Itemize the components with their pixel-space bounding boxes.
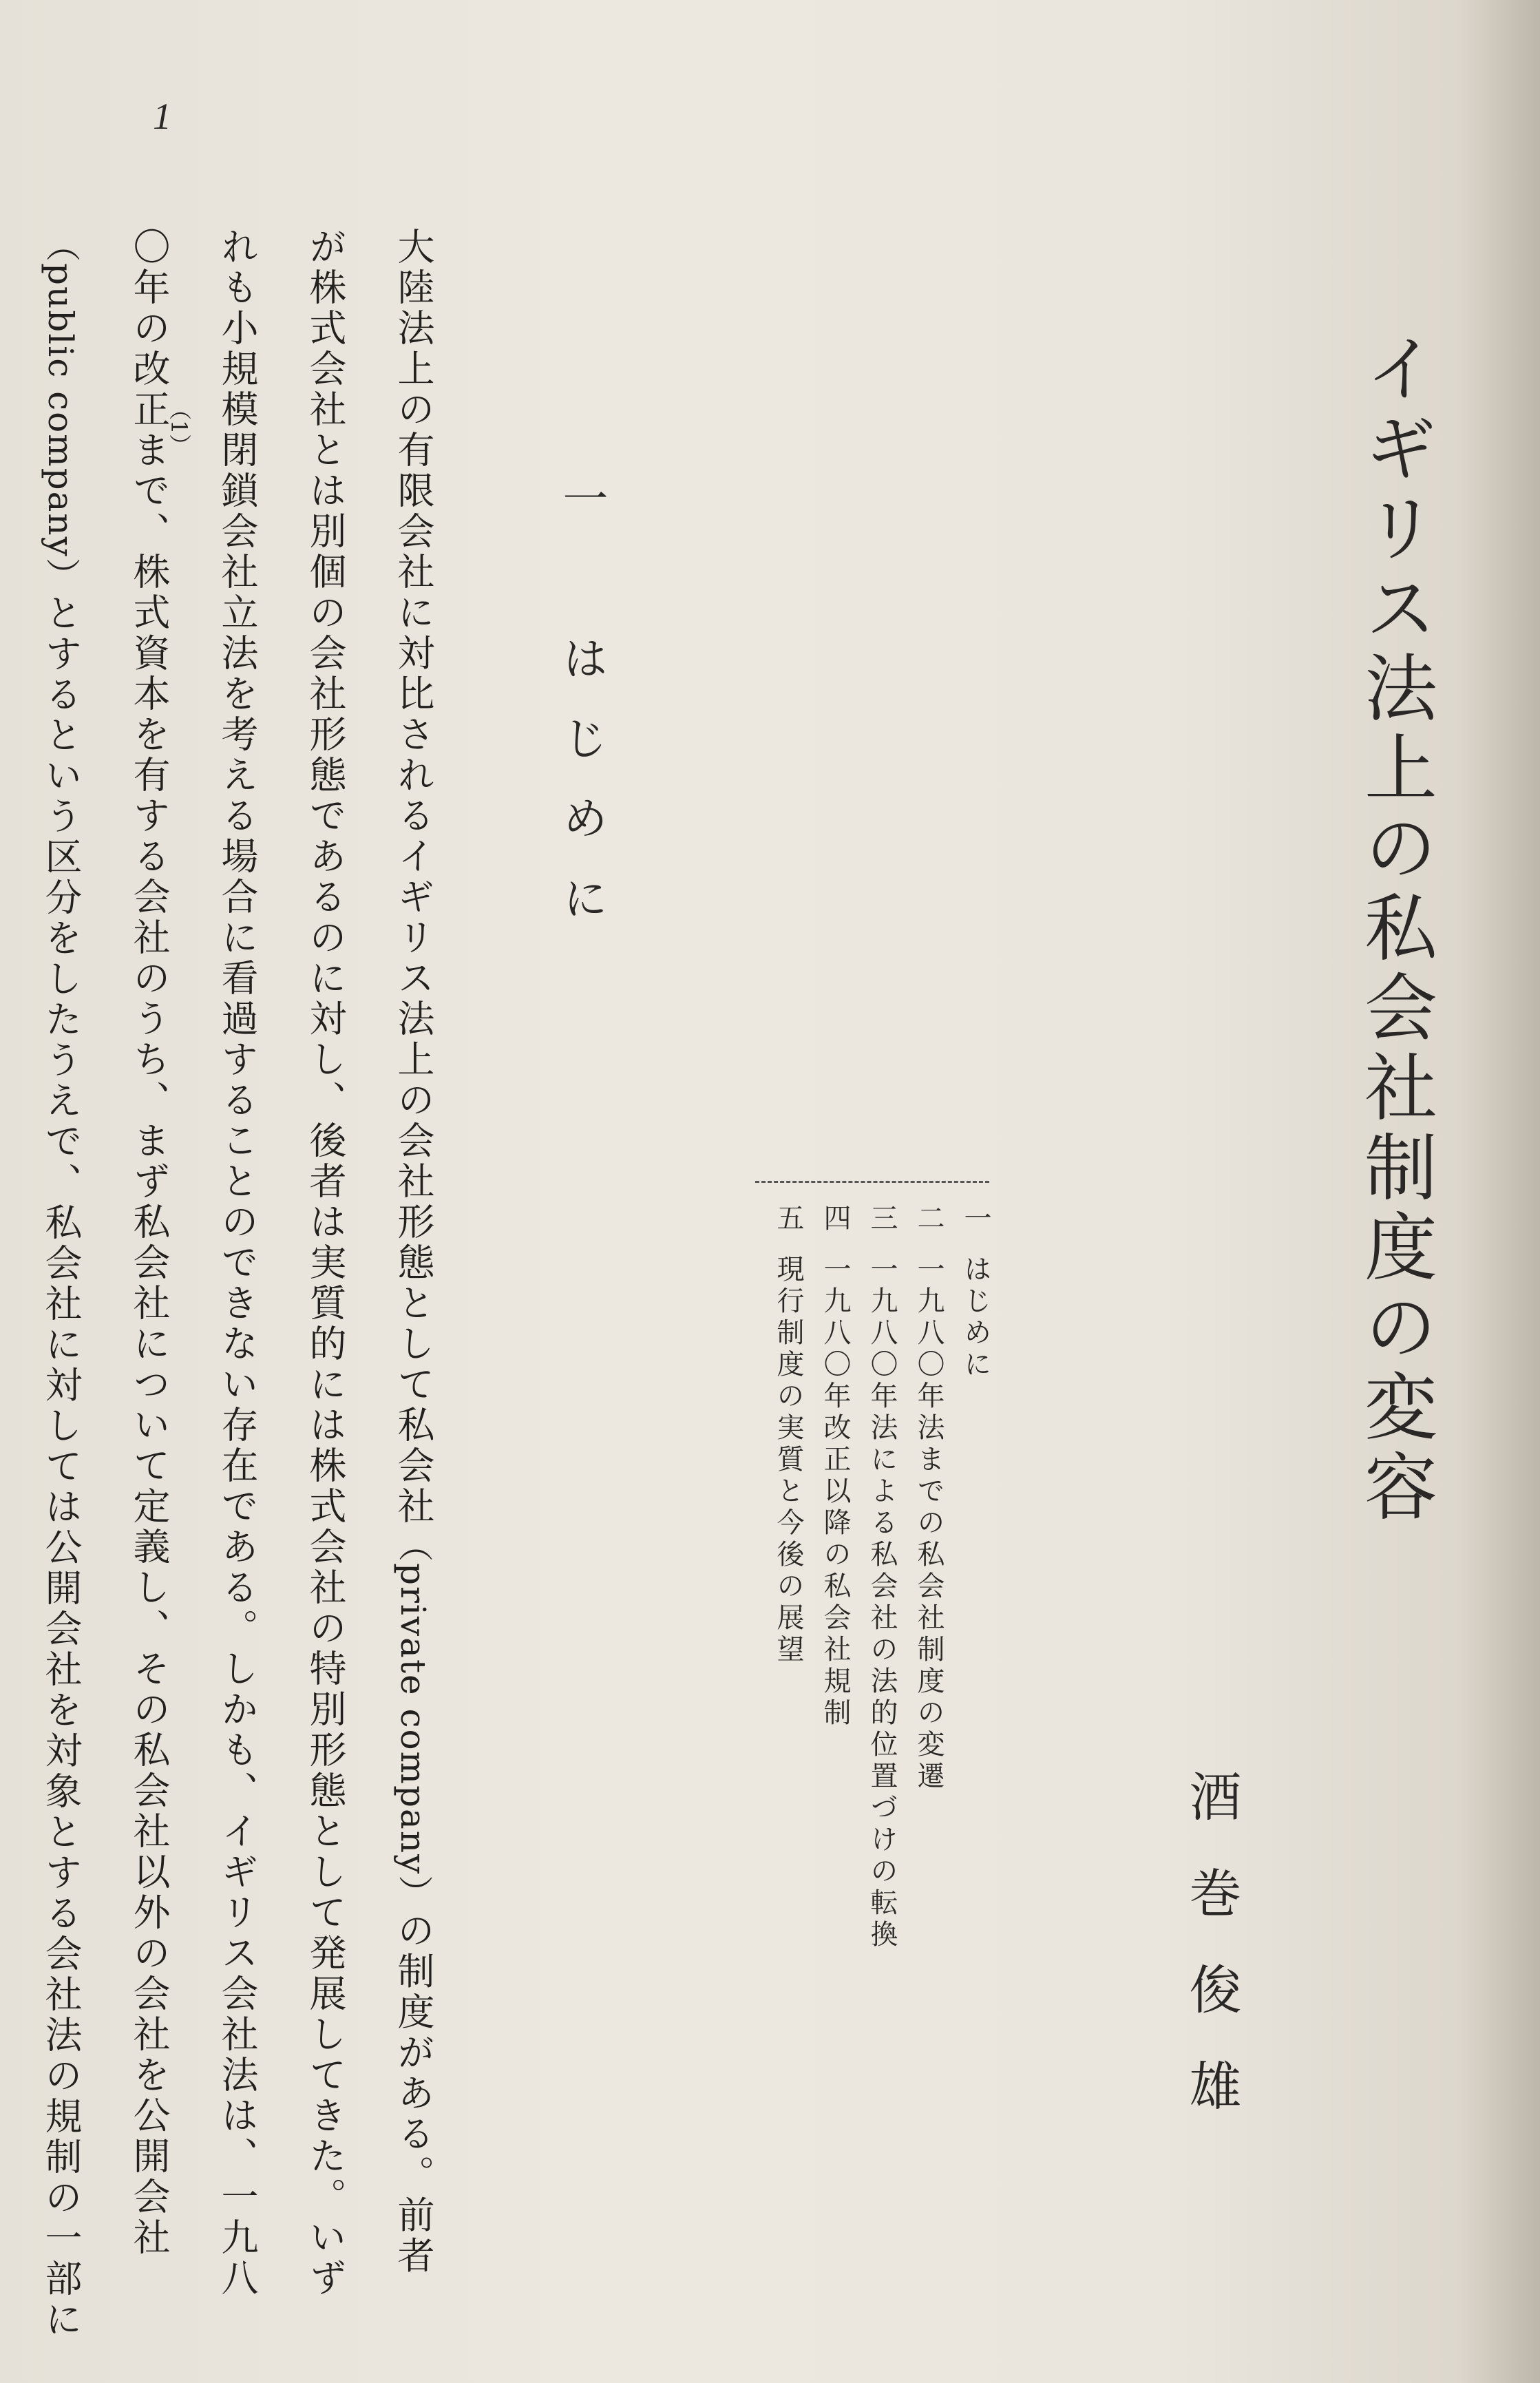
body-text-latin: （public company） <box>41 227 81 594</box>
toc-item <box>868 1204 896 1951</box>
toc-item <box>774 1204 802 1666</box>
toc-item-number: 三 <box>866 1204 898 1235</box>
toc-item-number: 五 <box>772 1204 804 1235</box>
body-text-column: 〇年の改正まで、株式資本を有する会社のうち、まず私会社について定義し、その私会社以外の会社を公開会社 <box>127 227 171 2258</box>
article-title: イギリス法上の私会社制度の変容 <box>1353 330 1437 1529</box>
toc-item-label: 一九八〇年改正以降の私会社規制 <box>819 1255 851 1730</box>
section-heading: 一 はじめに <box>555 475 608 954</box>
toc-item <box>821 1204 849 1730</box>
toc-item <box>913 1204 945 1793</box>
toc-item <box>962 1204 989 1381</box>
toc-item-label: 一九八〇年法までの私会社制度の変遷 <box>913 1255 945 1793</box>
toc-item-label: 一九八〇年法による私会社の法的位置づけの転換 <box>866 1255 898 1951</box>
body-text-column: れも小規模閉鎖会社立法を考える場合に看過することのできない存在である。しかも、イギリス会社法は、一九八 <box>215 227 259 2299</box>
toc-item-number: 一 <box>960 1204 991 1235</box>
author-name: 酒巻俊雄 <box>1181 1770 1242 2155</box>
body-text-column <box>39 227 83 2340</box>
body-text: の制度がある。前者 <box>392 1911 435 2277</box>
body-text-column <box>392 227 435 2277</box>
body-text-column: が株式会社とは別個の会社形態であるのに対し、後者は実質的には株式会社の特別形態として発展してきた。いず <box>304 227 347 2299</box>
table-of-contents <box>755 1181 991 1951</box>
page-number: 1 <box>153 96 171 137</box>
toc-item-label: 現行制度の実質と今後の展望 <box>772 1255 804 1666</box>
body-text: 大陸法上の有限会社に対比されるイギリス法上の会社形態として私会社 <box>392 227 435 1527</box>
toc-item-number: 四 <box>819 1204 851 1235</box>
page-edge-shadow <box>1457 0 1540 2383</box>
body-text-latin: （private company） <box>393 1527 433 1911</box>
toc-item-label: はじめに <box>960 1255 991 1381</box>
toc-item-number: 二 <box>913 1204 945 1235</box>
body-text: とするという区分をしたうえで、私会社に対しては公開会社を対象とする会社法の規制の一部に <box>39 593 83 2340</box>
footnote-reference: （1） <box>166 398 192 456</box>
